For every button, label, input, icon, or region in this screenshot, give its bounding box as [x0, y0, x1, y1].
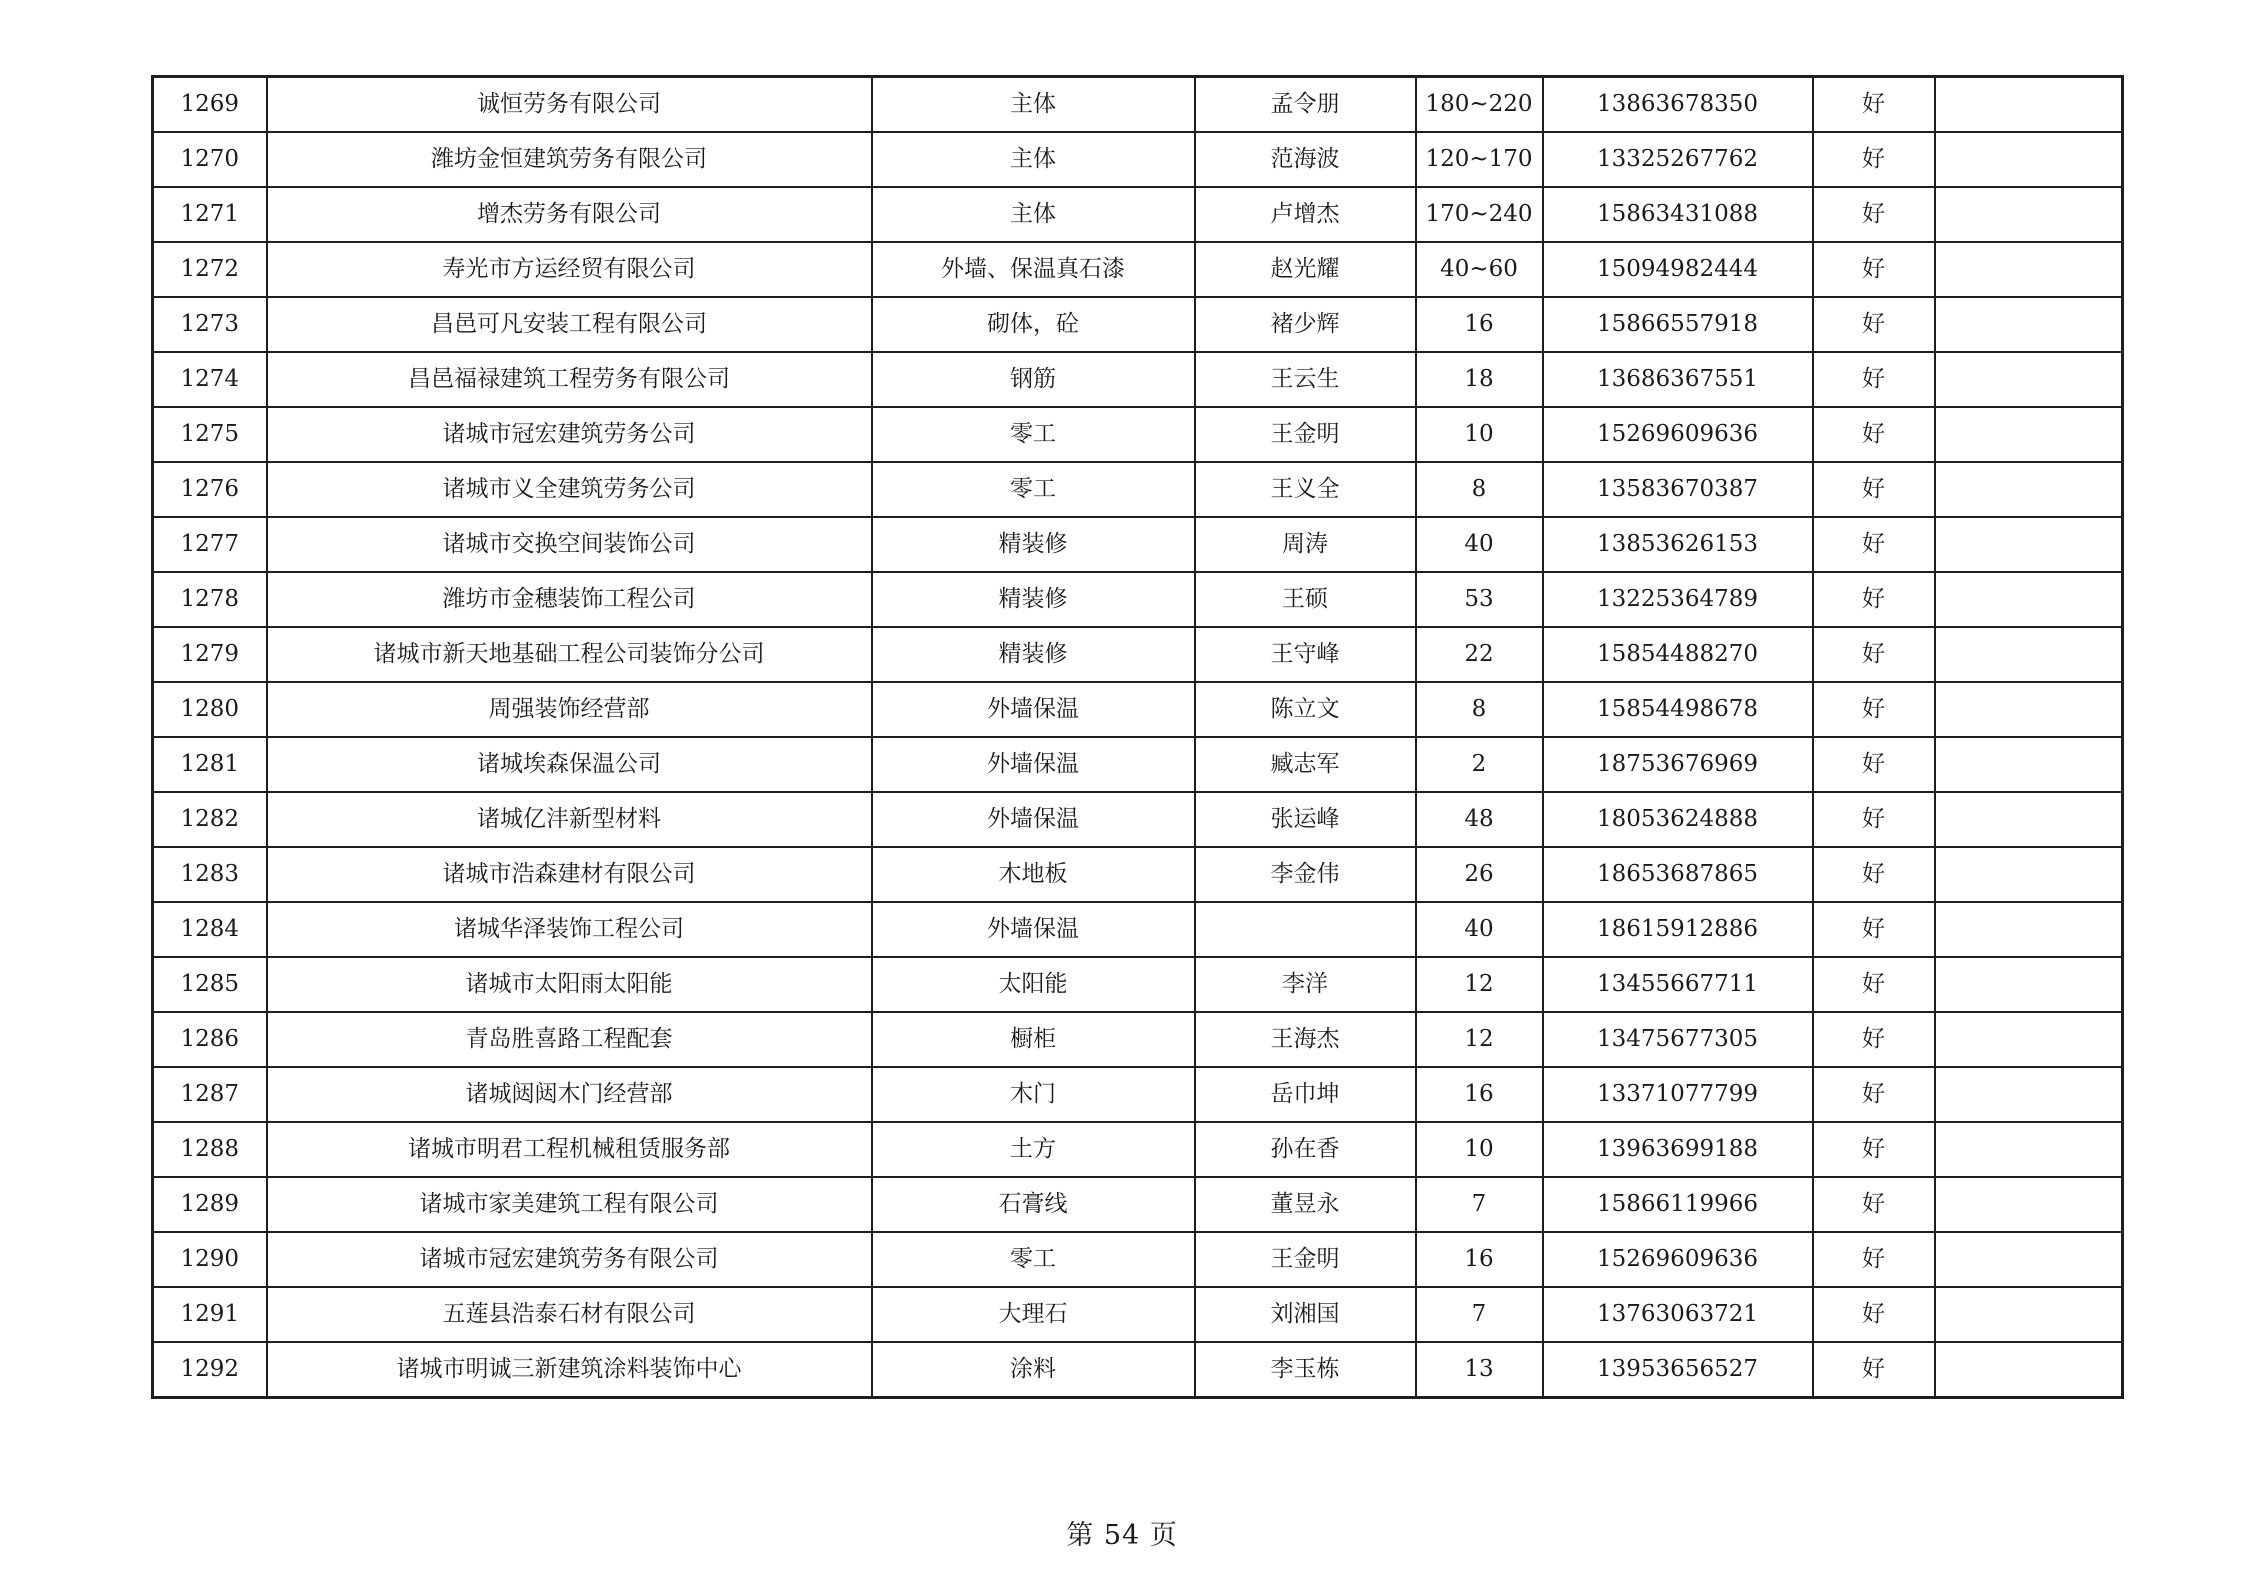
cell-worker-count: 7 — [1416, 1177, 1543, 1232]
cell-worker-count: 12 — [1416, 1012, 1543, 1067]
cell-remarks — [1935, 682, 2123, 737]
cell-remarks — [1935, 1012, 2123, 1067]
cell-phone-number: 15269609636 — [1543, 1232, 1813, 1287]
cell-rating: 好 — [1813, 352, 1935, 407]
cell-serial-number: 1287 — [153, 1067, 267, 1122]
cell-serial-number: 1290 — [153, 1232, 267, 1287]
cell-work-type: 精装修 — [872, 627, 1195, 682]
cell-worker-count: 48 — [1416, 792, 1543, 847]
cell-rating: 好 — [1813, 132, 1935, 187]
cell-rating: 好 — [1813, 517, 1935, 572]
cell-remarks — [1935, 957, 2123, 1012]
table-row — [153, 792, 2123, 847]
cell-phone-number: 18053624888 — [1543, 792, 1813, 847]
cell-worker-count: 10 — [1416, 1122, 1543, 1177]
cell-serial-number: 1288 — [153, 1122, 267, 1177]
table-row — [153, 187, 2123, 242]
cell-phone-number: 13686367551 — [1543, 352, 1813, 407]
table-row — [153, 462, 2123, 517]
cell-work-type: 外墙保温 — [872, 737, 1195, 792]
cell-phone-number: 18653687865 — [1543, 847, 1813, 902]
cell-contact-person: 周涛 — [1195, 517, 1416, 572]
cell-rating: 好 — [1813, 1122, 1935, 1177]
cell-company-name: 诸城市明诚三新建筑涂料装饰中心 — [267, 1342, 872, 1398]
cell-company-name: 诸城埃森保温公司 — [267, 737, 872, 792]
cell-rating: 好 — [1813, 902, 1935, 957]
cell-contact-person: 王金明 — [1195, 407, 1416, 462]
cell-worker-count: 40 — [1416, 517, 1543, 572]
cell-remarks — [1935, 572, 2123, 627]
cell-serial-number: 1272 — [153, 242, 267, 297]
cell-phone-number: 18615912886 — [1543, 902, 1813, 957]
cell-work-type: 钢筋 — [872, 352, 1195, 407]
cell-worker-count: 170~240 — [1416, 187, 1543, 242]
cell-worker-count: 2 — [1416, 737, 1543, 792]
cell-remarks — [1935, 1232, 2123, 1287]
cell-company-name: 诸城市义全建筑劳务公司 — [267, 462, 872, 517]
cell-company-name: 寿光市方运经贸有限公司 — [267, 242, 872, 297]
cell-rating: 好 — [1813, 407, 1935, 462]
cell-work-type: 涂料 — [872, 1342, 1195, 1398]
cell-remarks — [1935, 1287, 2123, 1342]
cell-remarks — [1935, 1122, 2123, 1177]
cell-work-type: 主体 — [872, 187, 1195, 242]
cell-serial-number: 1277 — [153, 517, 267, 572]
cell-serial-number: 1274 — [153, 352, 267, 407]
cell-remarks — [1935, 242, 2123, 297]
cell-remarks — [1935, 1067, 2123, 1122]
table-row — [153, 627, 2123, 682]
cell-serial-number: 1281 — [153, 737, 267, 792]
cell-phone-number: 13853626153 — [1543, 517, 1813, 572]
cell-company-name: 周强装饰经营部 — [267, 682, 872, 737]
cell-company-name: 诸城市冠宏建筑劳务公司 — [267, 407, 872, 462]
cell-contact-person: 董昱永 — [1195, 1177, 1416, 1232]
cell-rating: 好 — [1813, 957, 1935, 1012]
cell-work-type: 主体 — [872, 132, 1195, 187]
cell-serial-number: 1271 — [153, 187, 267, 242]
cell-company-name: 诸城闼闼木门经营部 — [267, 1067, 872, 1122]
cell-work-type: 零工 — [872, 407, 1195, 462]
cell-phone-number: 15866557918 — [1543, 297, 1813, 352]
cell-contact-person: 孙在香 — [1195, 1122, 1416, 1177]
cell-worker-count: 10 — [1416, 407, 1543, 462]
cell-contact-person: 赵光耀 — [1195, 242, 1416, 297]
cell-rating: 好 — [1813, 1342, 1935, 1398]
cell-serial-number: 1285 — [153, 957, 267, 1012]
cell-rating: 好 — [1813, 572, 1935, 627]
cell-remarks — [1935, 462, 2123, 517]
cell-remarks — [1935, 77, 2123, 133]
cell-work-type: 零工 — [872, 1232, 1195, 1287]
cell-phone-number: 15866119966 — [1543, 1177, 1813, 1232]
cell-contact-person: 臧志军 — [1195, 737, 1416, 792]
cell-company-name: 昌邑福禄建筑工程劳务有限公司 — [267, 352, 872, 407]
table-row — [153, 1232, 2123, 1287]
cell-phone-number: 13455667711 — [1543, 957, 1813, 1012]
table-row — [153, 77, 2123, 133]
cell-work-type: 精装修 — [872, 572, 1195, 627]
cell-work-type: 砌体，砼 — [872, 297, 1195, 352]
cell-company-name: 诸城亿沣新型材料 — [267, 792, 872, 847]
cell-contact-person: 张运峰 — [1195, 792, 1416, 847]
cell-serial-number: 1280 — [153, 682, 267, 737]
cell-worker-count: 12 — [1416, 957, 1543, 1012]
cell-serial-number: 1283 — [153, 847, 267, 902]
cell-worker-count: 16 — [1416, 297, 1543, 352]
cell-rating: 好 — [1813, 847, 1935, 902]
cell-remarks — [1935, 902, 2123, 957]
cell-contact-person: 王云生 — [1195, 352, 1416, 407]
table-row — [153, 242, 2123, 297]
contractor-table — [151, 75, 2124, 1399]
cell-company-name: 诸城市明君工程机械租赁服务部 — [267, 1122, 872, 1177]
cell-work-type: 零工 — [872, 462, 1195, 517]
cell-contact-person: 范海波 — [1195, 132, 1416, 187]
cell-contact-person: 卢增杰 — [1195, 187, 1416, 242]
cell-phone-number: 13225364789 — [1543, 572, 1813, 627]
page-number: 第 54 页 — [1066, 1520, 1178, 1551]
cell-phone-number: 15854498678 — [1543, 682, 1813, 737]
cell-worker-count: 8 — [1416, 462, 1543, 517]
table-row — [153, 737, 2123, 792]
table-row — [153, 957, 2123, 1012]
table-row — [153, 1012, 2123, 1067]
cell-remarks — [1935, 792, 2123, 847]
cell-phone-number: 13583670387 — [1543, 462, 1813, 517]
cell-work-type: 太阳能 — [872, 957, 1195, 1012]
cell-phone-number: 13863678350 — [1543, 77, 1813, 133]
cell-remarks — [1935, 737, 2123, 792]
table-row — [153, 132, 2123, 187]
cell-company-name: 诸城市太阳雨太阳能 — [267, 957, 872, 1012]
cell-work-type: 木门 — [872, 1067, 1195, 1122]
cell-worker-count: 13 — [1416, 1342, 1543, 1398]
cell-remarks — [1935, 132, 2123, 187]
cell-company-name: 潍坊金恒建筑劳务有限公司 — [267, 132, 872, 187]
cell-remarks — [1935, 1342, 2123, 1398]
cell-rating: 好 — [1813, 737, 1935, 792]
table-row — [153, 1287, 2123, 1342]
cell-rating: 好 — [1813, 792, 1935, 847]
cell-contact-person: 李金伟 — [1195, 847, 1416, 902]
cell-company-name: 诸城华泽装饰工程公司 — [267, 902, 872, 957]
cell-work-type: 主体 — [872, 77, 1195, 133]
cell-phone-number: 13763063721 — [1543, 1287, 1813, 1342]
cell-serial-number: 1270 — [153, 132, 267, 187]
table-row — [153, 682, 2123, 737]
cell-company-name: 昌邑可凡安装工程有限公司 — [267, 297, 872, 352]
table-body — [153, 77, 2123, 1398]
cell-serial-number: 1273 — [153, 297, 267, 352]
cell-serial-number: 1269 — [153, 77, 267, 133]
cell-rating: 好 — [1813, 1012, 1935, 1067]
cell-worker-count: 40 — [1416, 902, 1543, 957]
cell-company-name: 诸城市交换空间装饰公司 — [267, 517, 872, 572]
cell-remarks — [1935, 517, 2123, 572]
cell-rating: 好 — [1813, 627, 1935, 682]
cell-contact-person: 王海杰 — [1195, 1012, 1416, 1067]
cell-rating: 好 — [1813, 1177, 1935, 1232]
cell-contact-person: 王金明 — [1195, 1232, 1416, 1287]
cell-company-name: 诸城市浩森建材有限公司 — [267, 847, 872, 902]
cell-remarks — [1935, 627, 2123, 682]
cell-phone-number: 13963699188 — [1543, 1122, 1813, 1177]
cell-contact-person: 李玉栋 — [1195, 1342, 1416, 1398]
cell-contact-person: 王守峰 — [1195, 627, 1416, 682]
cell-rating: 好 — [1813, 1232, 1935, 1287]
table-row — [153, 902, 2123, 957]
cell-company-name: 青岛胜喜路工程配套 — [267, 1012, 872, 1067]
cell-company-name: 诚恒劳务有限公司 — [267, 77, 872, 133]
cell-serial-number: 1276 — [153, 462, 267, 517]
cell-remarks — [1935, 407, 2123, 462]
cell-worker-count: 22 — [1416, 627, 1543, 682]
table-row — [153, 1067, 2123, 1122]
cell-worker-count: 18 — [1416, 352, 1543, 407]
cell-contact-person: 王硕 — [1195, 572, 1416, 627]
cell-company-name: 潍坊市金穗装饰工程公司 — [267, 572, 872, 627]
cell-serial-number: 1292 — [153, 1342, 267, 1398]
cell-phone-number: 15269609636 — [1543, 407, 1813, 462]
cell-worker-count: 180~220 — [1416, 77, 1543, 133]
cell-work-type: 土方 — [872, 1122, 1195, 1177]
cell-contact-person: 岳巾坤 — [1195, 1067, 1416, 1122]
cell-rating: 好 — [1813, 462, 1935, 517]
cell-worker-count: 8 — [1416, 682, 1543, 737]
cell-worker-count: 26 — [1416, 847, 1543, 902]
cell-rating: 好 — [1813, 1287, 1935, 1342]
cell-contact-person: 褚少辉 — [1195, 297, 1416, 352]
cell-work-type: 精装修 — [872, 517, 1195, 572]
cell-contact-person: 陈立文 — [1195, 682, 1416, 737]
cell-worker-count: 40~60 — [1416, 242, 1543, 297]
cell-contact-person: 孟令朋 — [1195, 77, 1416, 133]
cell-work-type: 石膏线 — [872, 1177, 1195, 1232]
cell-company-name: 五莲县浩泰石材有限公司 — [267, 1287, 872, 1342]
cell-serial-number: 1275 — [153, 407, 267, 462]
cell-remarks — [1935, 1177, 2123, 1232]
cell-work-type: 橱柜 — [872, 1012, 1195, 1067]
cell-rating: 好 — [1813, 77, 1935, 133]
cell-phone-number: 15863431088 — [1543, 187, 1813, 242]
table-row — [153, 352, 2123, 407]
cell-company-name: 诸城市冠宏建筑劳务有限公司 — [267, 1232, 872, 1287]
cell-remarks — [1935, 847, 2123, 902]
table-row — [153, 297, 2123, 352]
cell-remarks — [1935, 352, 2123, 407]
cell-serial-number: 1291 — [153, 1287, 267, 1342]
cell-serial-number: 1279 — [153, 627, 267, 682]
cell-rating: 好 — [1813, 242, 1935, 297]
cell-work-type: 外墙、保温真石漆 — [872, 242, 1195, 297]
cell-serial-number: 1284 — [153, 902, 267, 957]
cell-worker-count: 16 — [1416, 1232, 1543, 1287]
cell-worker-count: 16 — [1416, 1067, 1543, 1122]
cell-remarks — [1935, 187, 2123, 242]
cell-phone-number: 18753676969 — [1543, 737, 1813, 792]
cell-rating: 好 — [1813, 682, 1935, 737]
cell-worker-count: 53 — [1416, 572, 1543, 627]
cell-rating: 好 — [1813, 297, 1935, 352]
cell-company-name: 增杰劳务有限公司 — [267, 187, 872, 242]
cell-rating: 好 — [1813, 1067, 1935, 1122]
cell-work-type: 外墙保温 — [872, 682, 1195, 737]
cell-contact-person — [1195, 902, 1416, 957]
cell-phone-number: 15094982444 — [1543, 242, 1813, 297]
cell-serial-number: 1286 — [153, 1012, 267, 1067]
table-row — [153, 517, 2123, 572]
cell-phone-number: 15854488270 — [1543, 627, 1813, 682]
cell-work-type: 外墙保温 — [872, 902, 1195, 957]
cell-company-name: 诸城市新天地基础工程公司装饰分公司 — [267, 627, 872, 682]
table-row — [153, 1122, 2123, 1177]
cell-worker-count: 120~170 — [1416, 132, 1543, 187]
cell-remarks — [1935, 297, 2123, 352]
cell-worker-count: 7 — [1416, 1287, 1543, 1342]
cell-contact-person: 李洋 — [1195, 957, 1416, 1012]
table-row — [153, 1342, 2123, 1398]
cell-serial-number: 1282 — [153, 792, 267, 847]
cell-rating: 好 — [1813, 187, 1935, 242]
table-row — [153, 847, 2123, 902]
table-row — [153, 1177, 2123, 1232]
cell-contact-person: 王义全 — [1195, 462, 1416, 517]
cell-contact-person: 刘湘国 — [1195, 1287, 1416, 1342]
cell-company-name: 诸城市家美建筑工程有限公司 — [267, 1177, 872, 1232]
cell-phone-number: 13371077799 — [1543, 1067, 1813, 1122]
table-row — [153, 407, 2123, 462]
cell-serial-number: 1278 — [153, 572, 267, 627]
cell-serial-number: 1289 — [153, 1177, 267, 1232]
cell-phone-number: 13953656527 — [1543, 1342, 1813, 1398]
cell-work-type: 外墙保温 — [872, 792, 1195, 847]
cell-phone-number: 13475677305 — [1543, 1012, 1813, 1067]
cell-work-type: 木地板 — [872, 847, 1195, 902]
cell-work-type: 大理石 — [872, 1287, 1195, 1342]
table-row — [153, 572, 2123, 627]
cell-phone-number: 13325267762 — [1543, 132, 1813, 187]
